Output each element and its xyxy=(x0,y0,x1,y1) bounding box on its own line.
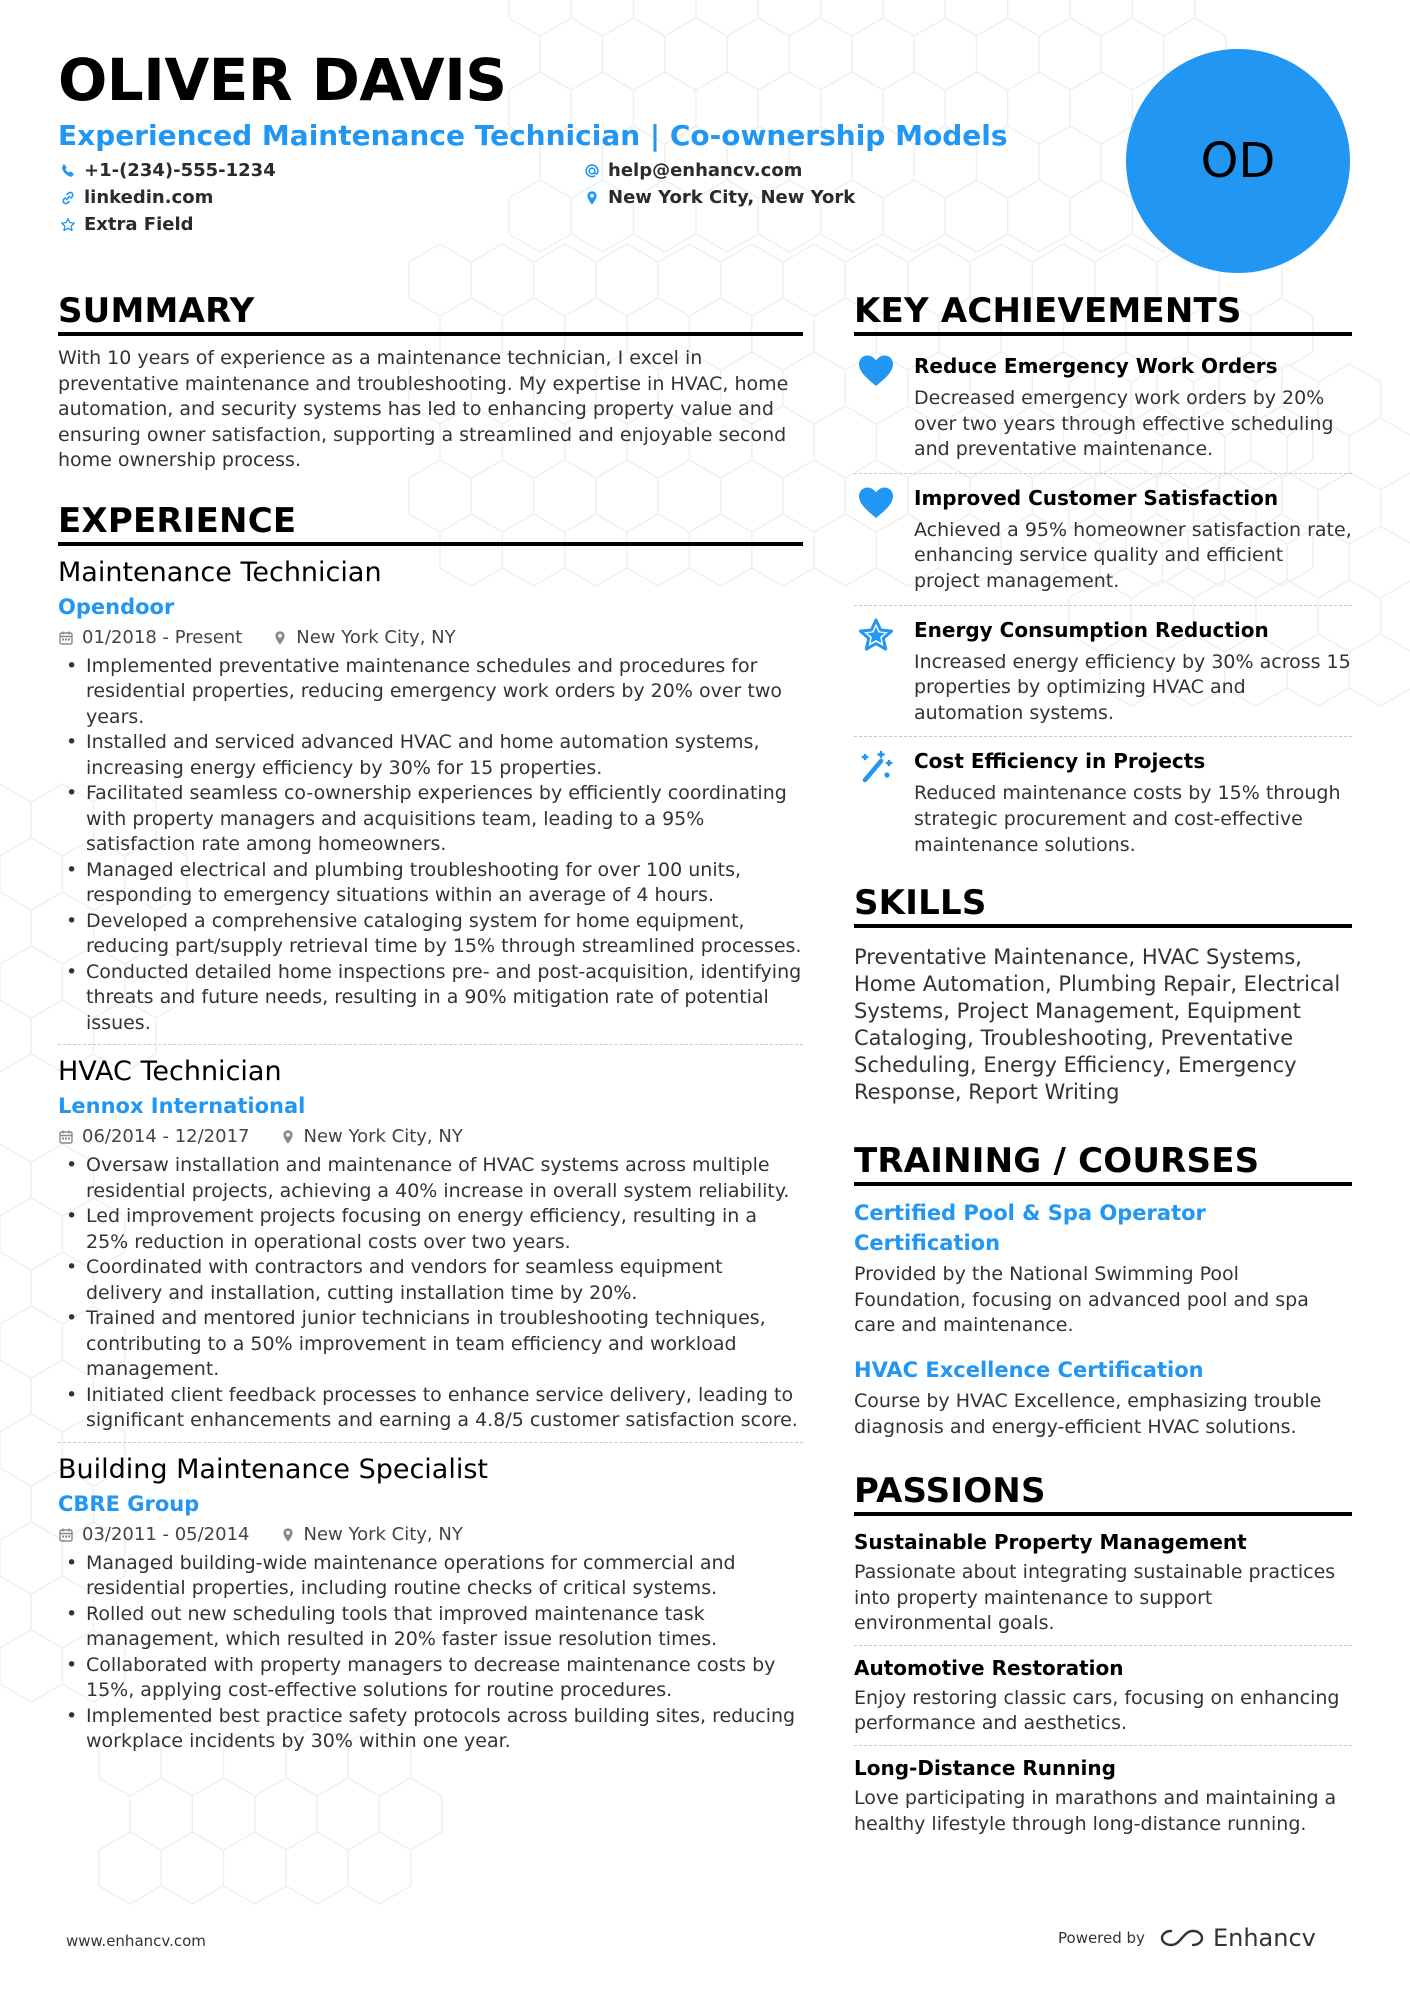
achievement-item xyxy=(854,737,1352,868)
candidate-headline: Experienced Maintenance Technician | Co-ownership Models xyxy=(58,119,1008,152)
achievement-body xyxy=(914,747,1352,858)
company-name[interactable]: CBRE Group xyxy=(58,1491,200,1516)
map-pin-icon xyxy=(280,1129,296,1145)
job-bullet: • Oversaw installation and maintenance of HVAC systems across multiple residential projects, achieving a 40% increase in overall system reliability. xyxy=(58,1153,803,1204)
achievement-description: Reduced maintenance costs by 15% through strategic procurement and cost-effective maintenance solutions. xyxy=(914,782,1341,856)
map-pin-icon xyxy=(584,190,600,206)
contact-location xyxy=(584,187,855,208)
heart-icon xyxy=(857,354,895,388)
avatar-initials: OD xyxy=(1200,133,1276,189)
candidate-name: OLIVER DAVIS xyxy=(58,46,507,114)
experience-heading: EXPERIENCE xyxy=(58,500,803,546)
heart-icon xyxy=(854,352,898,463)
experience-item xyxy=(58,1045,803,1443)
passion-item xyxy=(854,1746,1352,1845)
achievement-title: Energy Consumption Reduction xyxy=(914,617,1269,642)
right-column xyxy=(854,290,1352,1845)
job-title: HVAC Technician xyxy=(58,1056,282,1088)
phone-icon xyxy=(60,163,76,179)
left-column xyxy=(58,290,803,1763)
achievement-title: Improved Customer Satisfaction xyxy=(914,485,1279,510)
job-meta xyxy=(58,626,803,650)
courses-list xyxy=(854,1190,1352,1448)
job-location xyxy=(272,626,455,650)
achievement-body xyxy=(914,352,1352,463)
job-bullet: • Rolled out new scheduling tools that improved maintenance task management, which resulted in 20% faster issue resolution times. xyxy=(58,1602,803,1653)
contact-email[interactable] xyxy=(584,160,802,181)
achievement-description: Achieved a 95% homeowner satisfaction rate, enhancing service quality and efficient project management. xyxy=(914,518,1352,592)
summary-text: With 10 years of experience as a maintenance technician, I excel in preventative maintenance and troubleshooting. My expertise in HVAC, home automation, and security systems has led to enhancing property value and ensuring owner satisfaction, supporting a streamlined and enjoyable second home ownership process. xyxy=(58,347,789,472)
achievements-heading: KEY ACHIEVEMENTS xyxy=(854,290,1352,336)
linkedin-text: linkedin.com xyxy=(84,187,214,208)
job-bullet: • Installed and serviced advanced HVAC and home automation systems, increasing energy efficiency by 30% for 15 properties. xyxy=(58,730,803,781)
at-sign-icon xyxy=(584,163,600,179)
achievement-item xyxy=(854,606,1352,738)
achievements-list xyxy=(854,342,1352,868)
course-title[interactable]: Certified Pool & Spa Operator Certification xyxy=(854,1201,1206,1256)
passion-description: Passionate about integrating sustainable practices into property maintenance to support environmental goals. xyxy=(854,1561,1336,1635)
heart-icon xyxy=(854,484,898,595)
star-outline-icon xyxy=(60,217,76,233)
job-bullets xyxy=(58,654,803,1037)
course-title[interactable]: HVAC Excellence Certification xyxy=(854,1357,1204,1382)
achievement-body xyxy=(914,616,1352,727)
star-icon xyxy=(857,618,895,652)
company-name[interactable]: Lennox International xyxy=(58,1094,306,1119)
phone-text: +1-(234)-555-1234 xyxy=(84,160,276,181)
passion-item xyxy=(854,1520,1352,1646)
link-icon xyxy=(60,190,76,206)
experience-section xyxy=(58,500,803,1763)
job-title: Maintenance Technician xyxy=(58,556,382,588)
job-dates xyxy=(58,1523,250,1547)
passion-description: Love participating in marathons and maintaining a healthy lifestyle through long-distance running. xyxy=(854,1787,1337,1835)
job-dates xyxy=(58,626,242,650)
resume-header xyxy=(58,44,1058,240)
job-bullet: • Managed building-wide maintenance operations for commercial and residential properties, including routine checks of critical systems. xyxy=(58,1551,803,1602)
footer-branding xyxy=(1058,1924,1316,1952)
course-description: Provided by the National Swimming Pool Foundation, focusing on advanced pool and spa care and maintenance. xyxy=(854,1263,1309,1337)
achievement-title: Cost Efficiency in Projects xyxy=(914,749,1206,774)
training-heading: TRAINING / COURSES xyxy=(854,1140,1352,1186)
achievement-description: Increased energy efficiency by 30% across 15 properties by optimizing HVAC and automation systems. xyxy=(914,650,1351,724)
achievement-title: Reduce Emergency Work Orders xyxy=(914,354,1278,378)
contact-phone[interactable] xyxy=(60,160,276,181)
job-bullet: • Conducted detailed home inspections pre- and post-acquisition, identifying threats and future needs, resulting in a 90% mitigation rate of potential issues. xyxy=(58,960,803,1037)
course-description: Course by HVAC Excellence, emphasizing trouble diagnosis and energy-efficient HVAC solutions. xyxy=(854,1389,1322,1438)
job-dates-text: 06/2014 - 12/2017 xyxy=(82,1126,250,1148)
job-bullet: • Implemented best practice safety protocols across building sites, reducing workplace incidents by 30% within one year. xyxy=(58,1704,803,1755)
passions-list xyxy=(854,1520,1352,1845)
job-location-text: New York City, NY xyxy=(303,1523,463,1545)
job-title: Building Maintenance Specialist xyxy=(58,1453,489,1485)
job-dates xyxy=(58,1125,250,1149)
job-dates-text: 03/2011 - 05/2014 xyxy=(82,1523,250,1545)
job-bullet: • Collaborated with property managers to decrease maintenance costs by 15%, applying cost-effective solutions for routine procedures. xyxy=(58,1653,803,1704)
job-location xyxy=(280,1125,463,1149)
summary-heading: SUMMARY xyxy=(58,290,803,336)
job-dates-text: 01/2018 - Present xyxy=(82,626,243,648)
passions-section xyxy=(854,1470,1352,1845)
footer-website[interactable]: www.enhancv.com xyxy=(66,1932,206,1950)
achievement-body xyxy=(914,484,1352,595)
location-text: New York City, New York xyxy=(608,187,856,208)
powered-by-label: Powered by xyxy=(1058,1929,1145,1947)
map-pin-icon xyxy=(272,630,288,646)
email-text: help@enhancv.com xyxy=(608,160,803,181)
extra-field-text: Extra Field xyxy=(84,214,194,235)
passion-title: Automotive Restoration xyxy=(854,1655,1124,1680)
passion-item xyxy=(854,1646,1352,1746)
job-bullets xyxy=(58,1551,803,1755)
calendar-icon xyxy=(58,1527,74,1543)
enhancv-logo-icon xyxy=(1159,1927,1205,1949)
heart-icon xyxy=(857,486,895,520)
summary-section xyxy=(58,290,803,474)
job-bullet: • Implemented preventative maintenance schedules and procedures for residential properties, reducing emergency work orders by 20% over two years. xyxy=(58,654,803,731)
job-bullet: • Facilitated seamless co-ownership experiences by efficiently coordinating with property managers and acquisitions team, leading to a 95% satisfaction rate among homeowners. xyxy=(58,781,803,858)
job-meta xyxy=(58,1125,803,1149)
achievement-item xyxy=(854,474,1352,606)
job-bullets xyxy=(58,1153,803,1434)
company-name[interactable]: Opendoor xyxy=(58,594,175,619)
contact-linkedin[interactable] xyxy=(60,187,213,208)
passions-heading: PASSIONS xyxy=(854,1470,1352,1516)
map-pin-icon xyxy=(280,1527,296,1543)
experience-list xyxy=(58,546,803,1763)
skills-heading: SKILLS xyxy=(854,882,1352,928)
experience-item xyxy=(58,546,803,1046)
job-location-text: New York City, NY xyxy=(296,626,456,648)
job-bullet: • Coordinated with contractors and vendors for seamless equipment delivery and installation, cutting installation time by 20%. xyxy=(58,1255,803,1306)
job-bullet: • Managed electrical and plumbing troubleshooting for over 100 units, responding to emergency situations within an average of 4 hours. xyxy=(58,858,803,909)
avatar xyxy=(1126,49,1350,273)
skills-text: Preventative Maintenance, HVAC Systems, Home Automation, Plumbing Repair, Electrical Systems, Project Management, Equipment Cataloging, Troubleshooting, Preventative Scheduling, Energy Efficiency, Emergency Response, Report Writing xyxy=(854,945,1341,1105)
magic-wand-icon xyxy=(854,747,898,858)
passion-description: Enjoy restoring classic cars, focusing on enhancing performance and aesthetics. xyxy=(854,1686,1340,1735)
training-section xyxy=(854,1140,1352,1448)
job-location-text: New York City, NY xyxy=(303,1126,463,1148)
job-bullet: • Initiated client feedback processes to enhance service delivery, leading to significant enhancements and earning a 4.8/5 customer satisfaction score. xyxy=(58,1383,803,1434)
job-bullet: • Developed a comprehensive cataloging system for home equipment, reducing part/supply retrieval time by 15% through streamlined processes. xyxy=(58,909,803,960)
calendar-icon xyxy=(58,630,74,646)
achievement-description: Decreased emergency work orders by 20% over two years through effective scheduling and preventative maintenance. xyxy=(914,387,1334,461)
job-location xyxy=(280,1523,463,1547)
achievements-section xyxy=(854,290,1352,868)
course-item xyxy=(854,1190,1352,1347)
calendar-icon xyxy=(58,1129,74,1145)
passion-title: Long-Distance Running xyxy=(854,1756,1116,1781)
star-icon xyxy=(854,616,898,727)
magic-wand-icon xyxy=(857,749,895,783)
course-item xyxy=(854,1347,1352,1448)
brand-logo[interactable] xyxy=(1159,1924,1316,1952)
experience-item xyxy=(58,1443,803,1763)
job-bullet: • Led improvement projects focusing on energy efficiency, resulting in a 25% reduction in operational costs over two years. xyxy=(58,1204,803,1255)
achievement-item xyxy=(854,342,1352,474)
passion-title: Sustainable Property Management xyxy=(854,1530,1247,1555)
contact-info xyxy=(58,160,1058,240)
contact-extra-field xyxy=(60,214,194,235)
skills-section xyxy=(854,882,1352,1106)
job-bullet: • Trained and mentored junior technicians in troubleshooting techniques, contributing to a 50% improvement in team efficiency and workload management. xyxy=(58,1306,803,1383)
brand-name: Enhancv xyxy=(1212,1924,1316,1952)
job-meta xyxy=(58,1523,803,1547)
